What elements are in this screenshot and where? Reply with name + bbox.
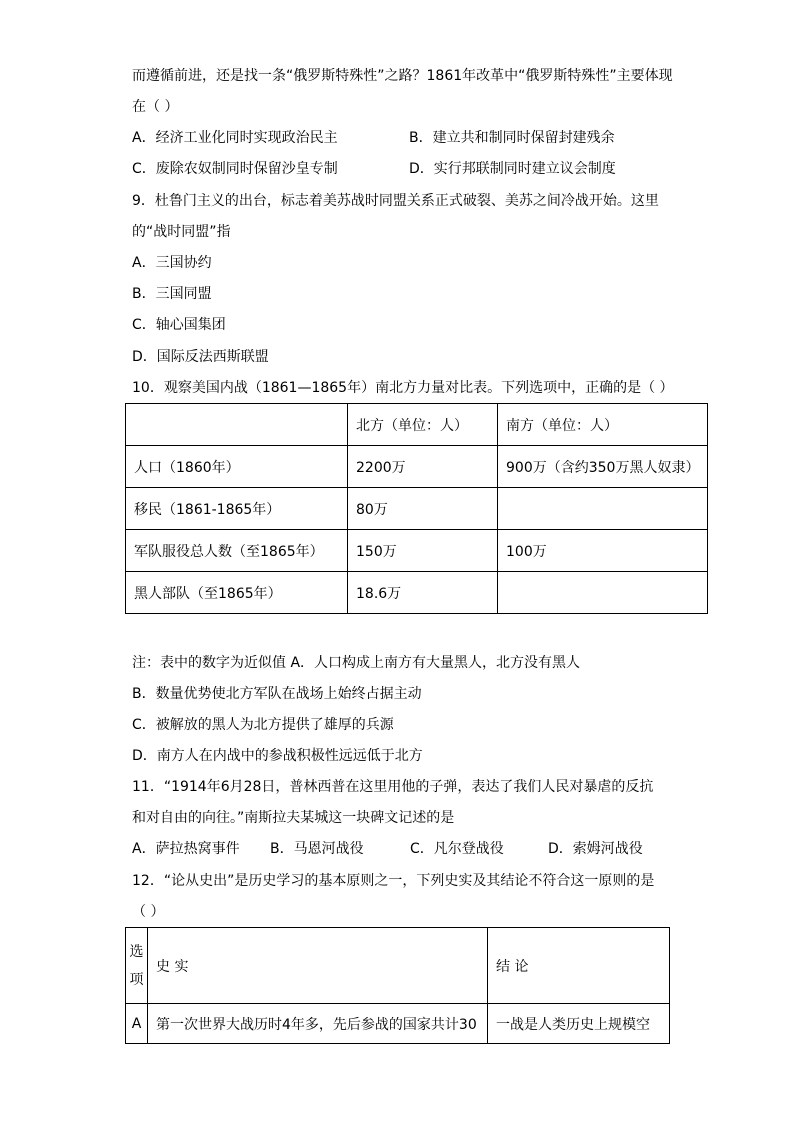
table-cell: 150万 [348, 530, 498, 572]
q9-option-d: D．国际反法西斯联盟 [132, 349, 269, 365]
table-cell: 900万（含约350万黑人奴隶） [498, 446, 708, 488]
q9-stem-line1: 9．杜鲁门主义的出台，标志着美苏战时同盟关系正式破裂、美苏之间冷战开始。这里 [132, 193, 659, 209]
q11-stem-line2: 和对自由的向往。”南斯拉夫某城这一块碑文记述的是 [132, 810, 455, 826]
table-header-cell: 结 论 [488, 928, 670, 1004]
table-row [126, 530, 708, 572]
table-cell [498, 572, 708, 614]
q12-stem-line1: 12．“论从史出”是历史学习的基本原则之一，下列史实及其结论不符合这一原则的是 [132, 873, 655, 889]
q9-option-a: A．三国协约 [132, 255, 212, 271]
q11-stem-line1: 11．“1914年6月28日，普林西普在这里用他的子弹，表达了我们人民对暴虐的反抗 [132, 779, 654, 795]
table-header-row [126, 928, 670, 1004]
q8-option-c: C．废除农奴制同时保留沙皇专制 [132, 161, 338, 177]
table-header-cell: 选项 [126, 928, 148, 1004]
table-cell: 2200万 [348, 446, 498, 488]
q11-option-b: B．马恩河战役 [270, 841, 364, 857]
table-header-cell: 北方（单位：人） [348, 404, 498, 446]
table-cell: 军队服役总人数（至1865年） [126, 530, 348, 572]
q11-option-c: C．凡尔登战役 [410, 841, 504, 857]
table-header-cell: 南方（单位：人） [498, 404, 708, 446]
table-cell: 移民（1861-1865年） [126, 488, 348, 530]
q8-option-d: D．实行邦联制同时建立议会制度 [409, 161, 616, 177]
q10-option-d: D．南方人在内战中的参战积极性远远低于北方 [132, 748, 423, 764]
q9-option-b: B．三国同盟 [132, 286, 212, 302]
table-cell: 18.6万 [348, 572, 498, 614]
q10-option-c: C．被解放的黑人为北方提供了雄厚的兵源 [132, 717, 394, 733]
q10-note-option-a: 注：表中的数字为近似值 A．人口构成上南方有大量黑人，北方没有黑人 [132, 655, 581, 671]
q9-option-c: C．轴心国集团 [132, 317, 226, 333]
q8-option-b: B．建立共和制同时保留封建残余 [409, 130, 615, 146]
q10-stem: 10．观察美国内战（1861—1865年）南北方力量对比表。下列选项中，正确的是（ ） [132, 380, 674, 396]
table-row [126, 446, 708, 488]
table-row [126, 1004, 670, 1044]
table-cell [498, 488, 708, 530]
table-cell: 80万 [348, 488, 498, 530]
q8-stem-line1: 而遵循前进，还是找一条“俄罗斯特殊性”之路？1861年改革中“俄罗斯特殊性”主要体现 [132, 68, 673, 84]
q9-stem-line2: 的“战时同盟”指 [132, 224, 231, 240]
q8-stem-line2: 在（ ） [132, 99, 179, 115]
table-cell: A [126, 1004, 148, 1044]
table-cell: 第一次世界大战历时4年多，先后参战的国家共计30 [148, 1004, 488, 1044]
table-header-row [126, 404, 708, 446]
table-header-cell [126, 404, 348, 446]
q12-table [125, 927, 670, 1044]
q8-option-a: A．经济工业化同时实现政治民主 [132, 130, 338, 146]
table-cell: 人口（1860年） [126, 446, 348, 488]
table-row [126, 488, 708, 530]
table-cell: 黑人部队（至1865年） [126, 572, 348, 614]
table-cell: 100万 [498, 530, 708, 572]
q11-option-a: A．萨拉热窝事件 [132, 841, 240, 857]
q10-table [125, 403, 708, 614]
q11-option-d: D．索姆河战役 [548, 841, 643, 857]
table-row [126, 572, 708, 614]
q12-stem-line2: （ ） [132, 904, 165, 920]
table-header-cell: 史 实 [148, 928, 488, 1004]
table-cell: 一战是人类历史上规模空 [488, 1004, 670, 1044]
q10-option-b: B．数量优势使北方军队在战场上始终占据主动 [132, 686, 422, 702]
